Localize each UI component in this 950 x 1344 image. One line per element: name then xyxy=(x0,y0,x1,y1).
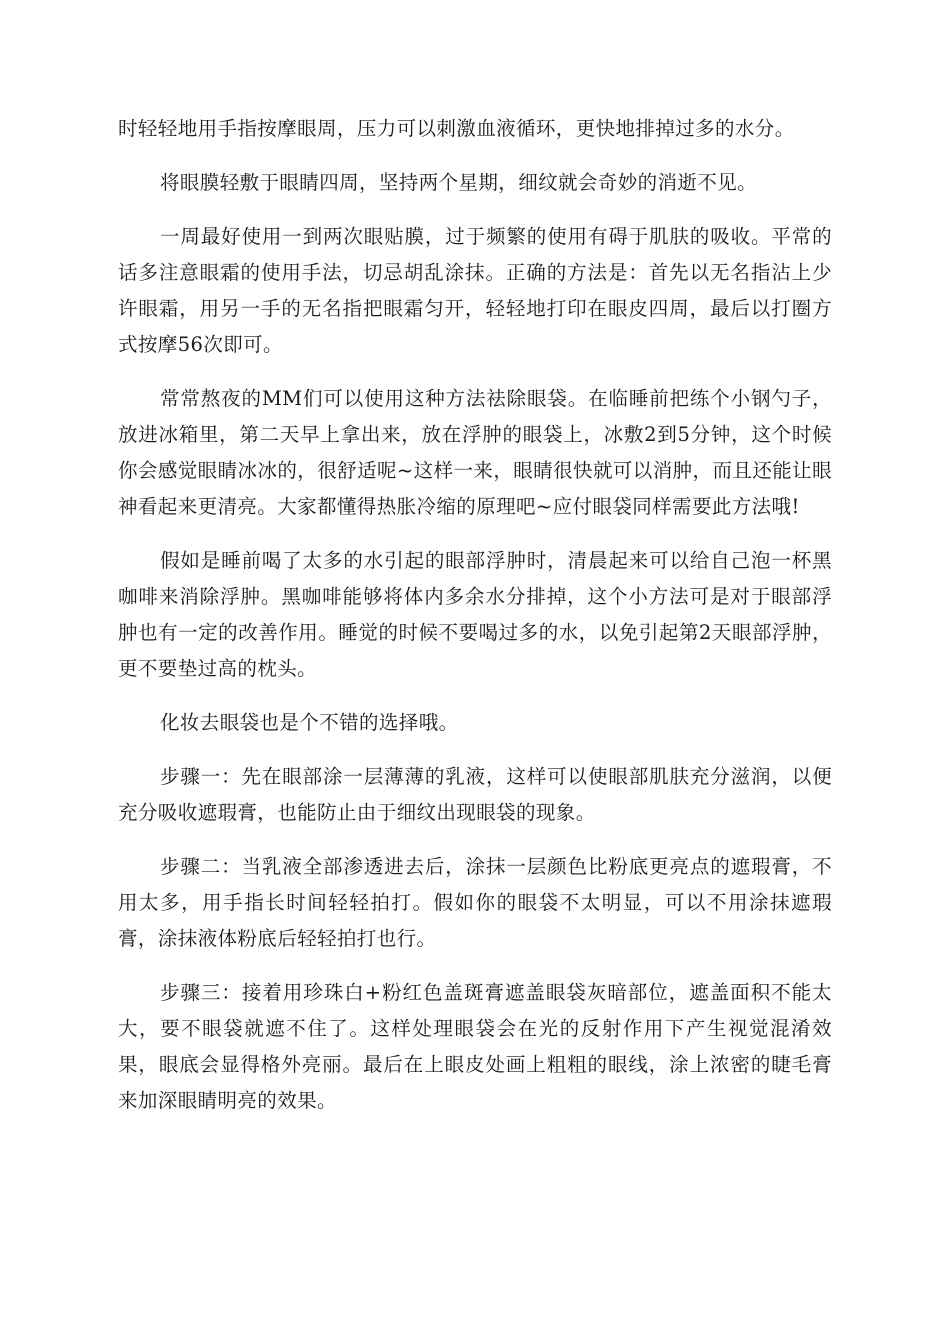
paragraph-makeup-intro: 化妆去眼袋也是个不错的选择哦。 xyxy=(160,711,459,734)
paragraph-step-one: 步骤一：先在眼部涂一层薄薄的乳液，这样可以使眼部肌肤充分滋润，以便充分吸收遮瑕膏，也能防止由于细纹出现眼袋的现象。 xyxy=(118,765,832,824)
paragraph-eye-mask: 将眼膜轻敷于眼睛四周，坚持两个星期，细纹就会奇妙的消逝不见。 xyxy=(160,171,758,194)
paragraph-step-three: 步骤三：接着用珍珠白+粉红色盖斑膏遮盖眼袋灰暗部位，遮盖面积不能太大，要不眼袋就遮不住了。这样处理眼袋会在光的反射作用下产生视觉混淆效果，眼底会显得格外亮丽。最后在上眼皮处画上粗粗的眼线，涂上浓密的睫毛膏来加深眼睛明亮的效果。 xyxy=(118,981,832,1112)
paragraph-step-two: 步骤二：当乳液全部渗透进去后，涂抹一层颜色比粉底更亮点的遮瑕膏，不用太多，用手指长时间轻轻拍打。假如你的眼袋不太明显，可以不用涂抹遮瑕膏，涂抹液体粉底后轻轻拍打也行。 xyxy=(118,855,832,950)
paragraph-cold-spoon: 常常熬夜的MM们可以使用这种方法祛除眼袋。在临睡前把练个小钢勺子，放进冰箱里，第二天早上拿出来，放在浮肿的眼袋上，冰敷2到5分钟，这个时候你会感觉眼睛冰冰的，很舒适呢~这样一来，眼睛很快就可以消肿，而且还能让眼神看起来更清亮。大家都懂得热胀冷缩的原理吧~应付眼袋同样需要此方法哦! xyxy=(118,387,832,518)
paragraph-eye-patch-usage: 一周最好使用一到两次眼贴膜，过于频繁的使用有碍于肌肤的吸收。平常的话多注意眼霜的使用手法，切忌胡乱涂抹。正确的方法是：首先以无名指沾上少许眼霜，用另一手的无名指把眼霜匀开，轻轻地打印在眼皮四周，最后以打圈方式按摩56次即可。 xyxy=(118,225,832,356)
document-body xyxy=(118,111,832,1137)
paragraph-continued: 时轻轻地用手指按摩眼周，压力可以刺激血液循环，更快地排掉过多的水分。 xyxy=(118,117,795,140)
paragraph-black-coffee: 假如是睡前喝了太多的水引起的眼部浮肿时，清晨起来可以给自己泡一杯黑咖啡来消除浮肿。黑咖啡能够将体内多余水分排掉，这个小方法可是对于眼部浮肿也有一定的改善作用。睡觉的时候不要喝过多的水，以免引起第2天眼部浮肿，更不要垫过高的枕头。 xyxy=(118,549,832,680)
